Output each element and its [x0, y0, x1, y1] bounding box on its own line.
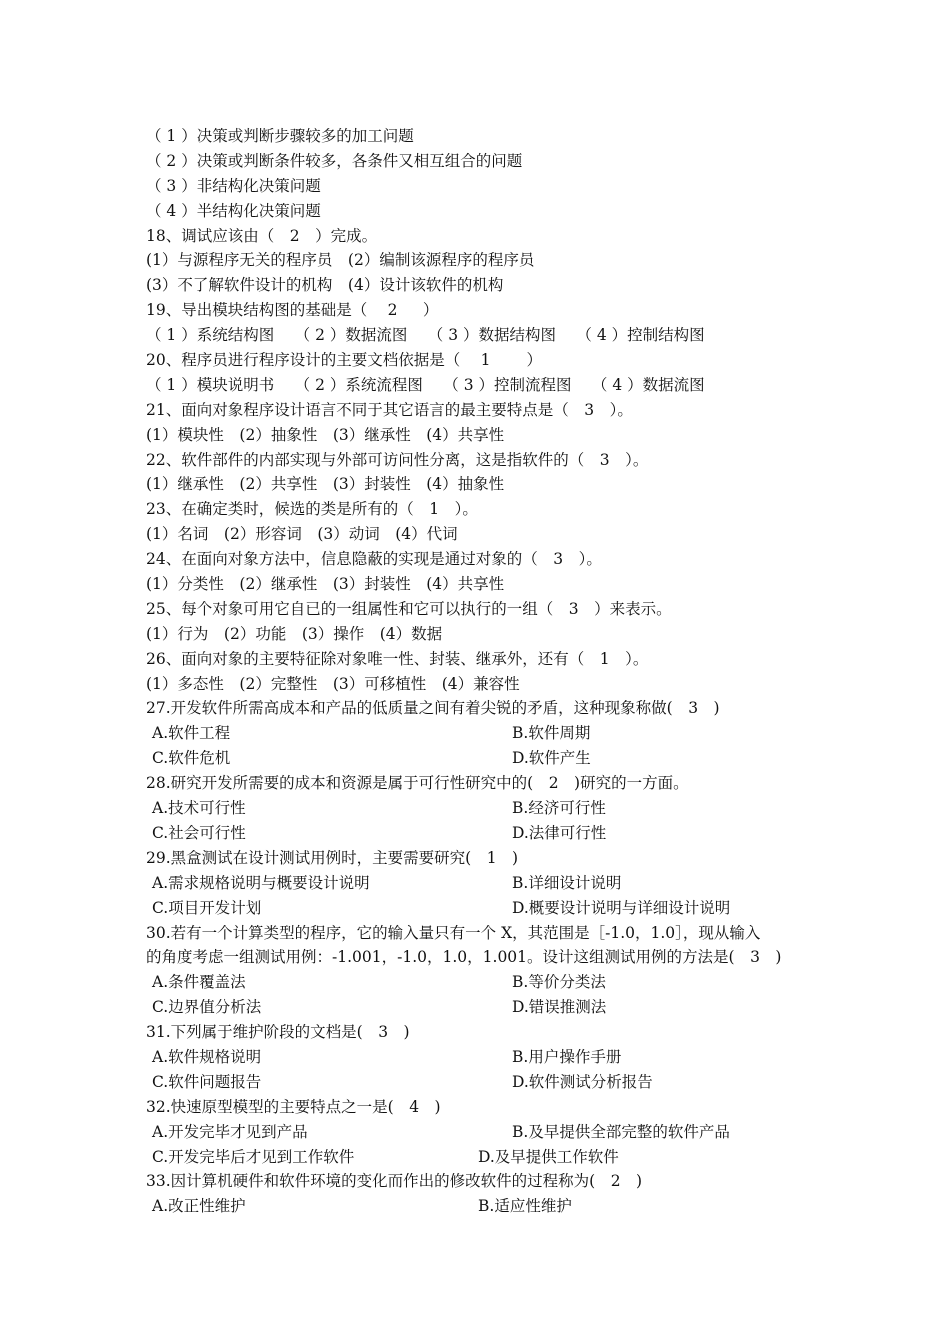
q28-option-b: B.经济可行性 — [512, 799, 606, 818]
q33-options-row-1 — [146, 1194, 826, 1219]
q26-stem: 26、面向对象的主要特征除对象唯一性、封装、继承外，还有（ 1 ）。 — [146, 649, 649, 668]
q17-option-3: （ 3 ）非结构化决策问题 — [146, 176, 321, 195]
q29-option-b: B.详细设计说明 — [512, 873, 622, 892]
q30-option-a: A.条件覆盖法 — [152, 973, 246, 992]
q32-option-c: C.开发完毕后才见到工作软件 — [152, 1147, 355, 1166]
q27-option-d: D.软件产生 — [512, 749, 591, 768]
q17-option-4: （ 4 ）半结构化决策问题 — [146, 201, 321, 220]
q18-options-2: (3）不了解软件设计的机构 (4）设计该软件的机构 — [146, 276, 504, 295]
q31-options-row-1 — [146, 1045, 826, 1070]
q27-option-c: C.软件危机 — [152, 749, 231, 768]
q30-stem-line-2: 的角度考虑一组测试用例：-1.001，-1.0，1.0，1.001。设计这组测试用例的方法是( 3 ) — [146, 948, 782, 967]
q18-options-1: (1）与源程序无关的程序员 (2）编制该源程序的程序员 — [146, 251, 535, 270]
q27-options-row-2 — [146, 746, 826, 771]
q32-option-b: B.及早提供全部完整的软件产品 — [512, 1122, 730, 1141]
q28-options-row-2 — [146, 821, 826, 846]
q30-option-d: D.错误推测法 — [512, 998, 607, 1017]
q17-option-2: （ 2 ）决策或判断条件较多，各条件又相互组合的问题 — [146, 151, 523, 170]
q31-options-row-2 — [146, 1070, 826, 1095]
q21-options: (1）模块性 (2）抽象性 (3）继承性 (4）共享性 — [146, 425, 505, 444]
q22-stem: 22、软件部件的内部实现与外部可访问性分离，这是指软件的（ 3 ）。 — [146, 450, 649, 469]
q31-option-b: B.用户操作手册 — [512, 1047, 622, 1066]
q32-stem: 32.快速原型模型的主要特点之一是( 4 ) — [146, 1097, 441, 1116]
q33-option-b: B.适应性维护 — [478, 1197, 572, 1216]
q32-options-row-2 — [146, 1145, 826, 1170]
q31-option-d: D.软件测试分析报告 — [512, 1072, 653, 1091]
q28-option-a: A.技术可行性 — [152, 799, 246, 818]
q29-option-c: C.项目开发计划 — [152, 898, 262, 917]
q31-option-a: A.软件规格说明 — [152, 1047, 262, 1066]
q29-options-row-2 — [146, 896, 826, 921]
q31-stem: 31.下列属于维护阶段的文档是( 3 ) — [146, 1023, 410, 1042]
q29-options-row-1 — [146, 871, 826, 896]
q23-options: (1）名词 (2）形容词 (3）动词 (4）代词 — [146, 525, 458, 544]
q26-options: (1）多态性 (2）完整性 (3）可移植性 (4）兼容性 — [146, 674, 520, 693]
q20-stem: 20、程序员进行程序设计的主要文档依据是（ 1 ） — [146, 351, 542, 370]
q28-stem: 28.研究开发所需要的成本和资源是属于可行性研究中的( 2 )研究的一方面。 — [146, 774, 689, 793]
q28-option-d: D.法律可行性 — [512, 823, 607, 842]
q33-option-a: A.改正性维护 — [152, 1197, 246, 1216]
q21-stem: 21、面向对象程序设计语言不同于其它语言的最主要特点是（ 3 ）。 — [146, 400, 633, 419]
q30-stem-line-1: 30.若有一个计算类型的程序，它的输入量只有一个 X，其范围是［-1.0，1.0］，现从输入 — [146, 923, 761, 942]
q19-stem: 19、导出模块结构图的基础是（ 2 ） — [146, 301, 439, 320]
q20-options: （ 1 ）模块说明书 （ 2 ）系统流程图 （ 3 ）控制流程图 （ 4 ）数据流图 — [146, 375, 705, 394]
q28-options-row-1 — [146, 796, 826, 821]
q17-option-1: （ 1 ）决策或判断步骤较多的加工问题 — [146, 127, 414, 145]
q33-stem: 33.因计算机硬件和软件环境的变化而作出的修改软件的过程称为( 2 ) — [146, 1172, 643, 1191]
q32-option-a: A.开发完毕才见到产品 — [152, 1122, 308, 1141]
q25-stem: 25、每个对象可用它自已的一组属性和它可以执行的一组（ 3 ）来表示。 — [146, 599, 672, 618]
q30-option-c: C.边界值分析法 — [152, 998, 262, 1017]
q28-option-c: C.社会可行性 — [152, 823, 246, 842]
q27-stem: 27.开发软件所需高成本和产品的低质量之间有着尖锐的矛盾，这种现象称做( 3 ) — [146, 699, 720, 718]
q32-options-row-1 — [146, 1120, 826, 1145]
q30-options-row-1 — [146, 970, 826, 995]
q27-options-row-1 — [146, 721, 826, 746]
question-list — [146, 124, 826, 1219]
q31-option-c: C.软件问题报告 — [152, 1072, 262, 1091]
q19-options: （ 1 ）系统结构图 （ 2 ）数据流图 （ 3 ）数据结构图 （ 4 ）控制结构图 — [146, 326, 705, 345]
q27-option-b: B.软件周期 — [512, 724, 591, 743]
q30-option-b: B.等价分类法 — [512, 973, 606, 992]
q29-stem: 29.黑盒测试在设计测试用例时，主要需要研究( 1 ) — [146, 848, 519, 867]
q23-stem: 23、在确定类时，候选的类是所有的（ 1 ）。 — [146, 500, 478, 519]
q18-stem: 18、调试应该由（ 2 ）完成。 — [146, 226, 378, 245]
q22-options: (1）继承性 (2）共享性 (3）封装性 (4）抽象性 — [146, 475, 505, 494]
q32-option-d: D.及早提供工作软件 — [478, 1147, 619, 1166]
q24-stem: 24、在面向对象方法中，信息隐蔽的实现是通过对象的（ 3 ）。 — [146, 550, 602, 569]
q25-options: (1）行为 (2）功能 (3）操作 (4）数据 — [146, 624, 443, 643]
q27-option-a: A.软件工程 — [152, 724, 231, 743]
q29-option-d: D.概要设计说明与详细设计说明 — [512, 898, 731, 917]
q29-option-a: A.需求规格说明与概要设计说明 — [152, 873, 370, 892]
q24-options: (1）分类性 (2）继承性 (3）封装性 (4）共享性 — [146, 575, 505, 594]
q30-options-row-2 — [146, 995, 826, 1020]
